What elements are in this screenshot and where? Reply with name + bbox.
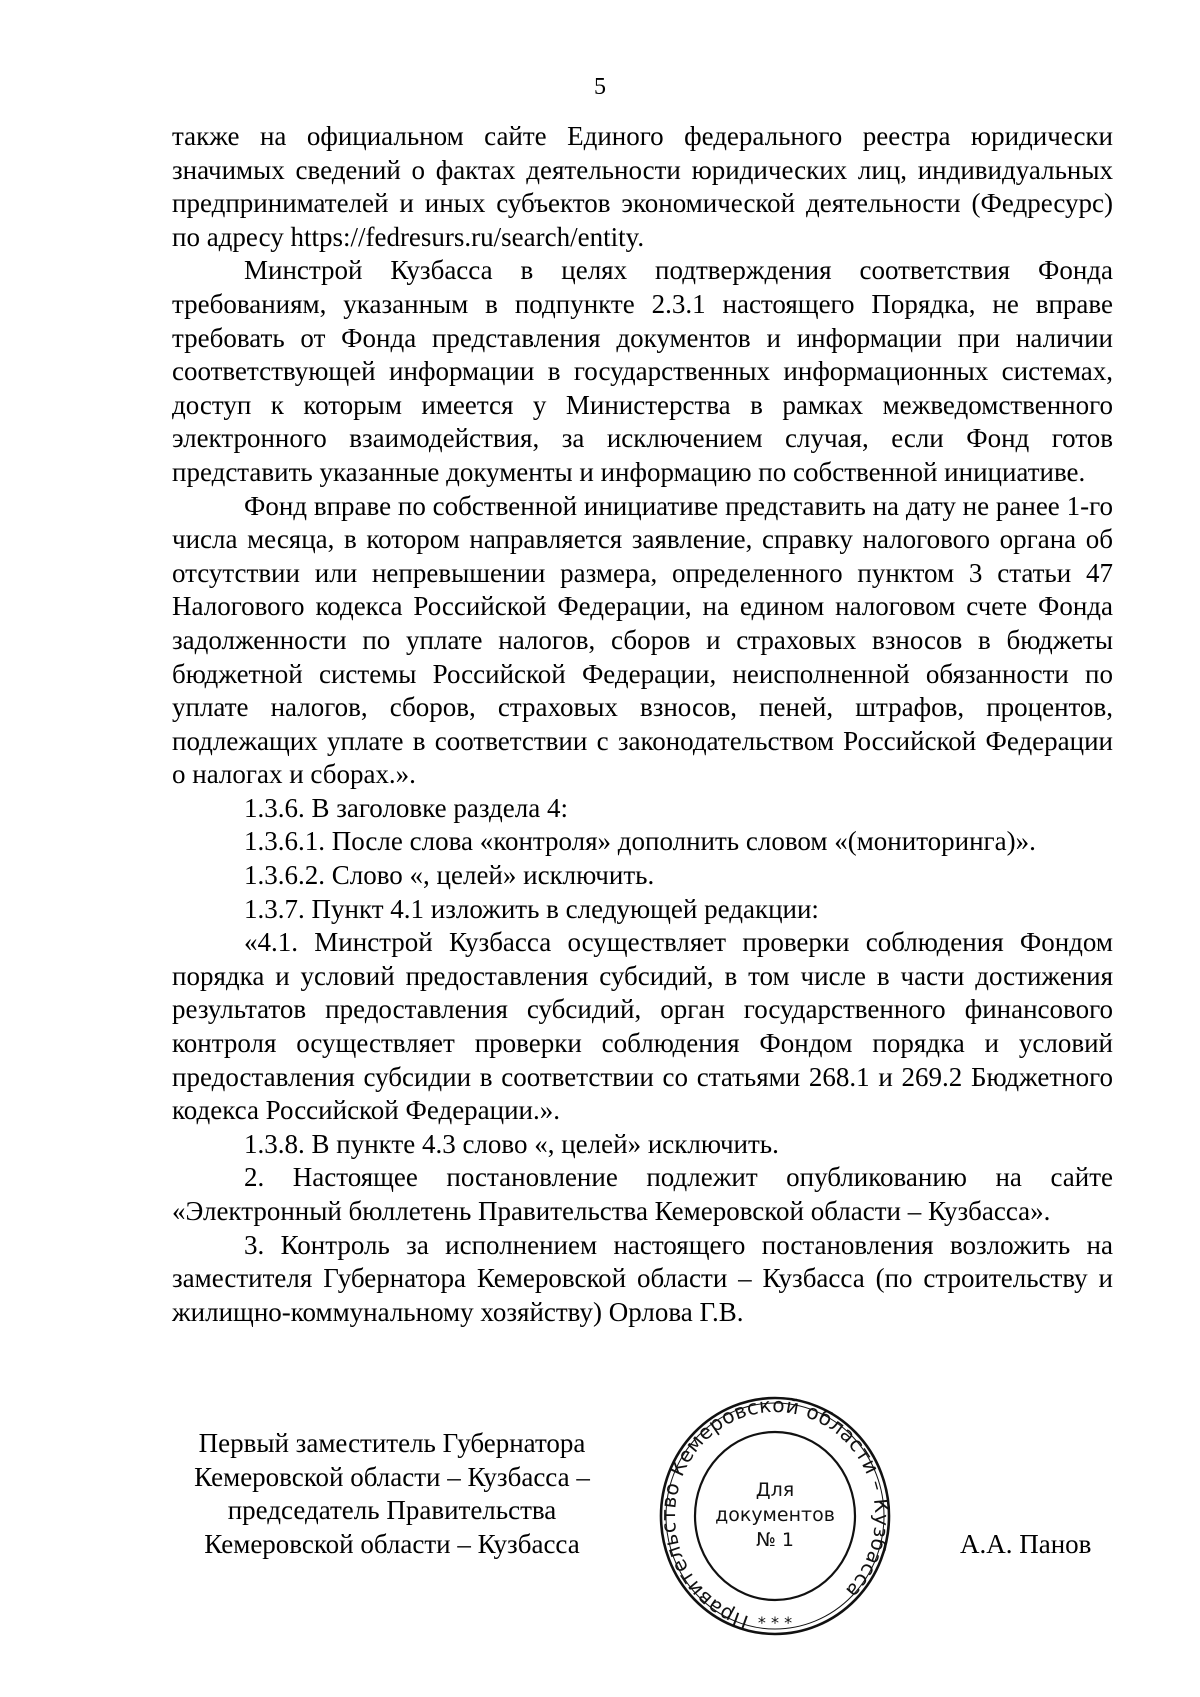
official-stamp [655,1388,895,1638]
stamp-center-line: документов [715,1504,835,1526]
signer-name: А.А. Панов [960,1529,1092,1559]
signer-title-line: Кемеровской области – Кузбасса – [194,1461,590,1492]
stamp-center-line: № 1 [756,1529,794,1551]
page-number: 5 [594,74,606,100]
signer-title-line: Кемеровской области – Кузбасса [204,1528,580,1559]
signer-title-line: председатель Правительства [227,1495,557,1526]
paragraph: Минстрой Кузбасса в целях подтверждения соответствия Фонда требованиям, указанным в подпункте 2.3.1 настоящего Порядка, не вправе требовать от Фонда представления документов и информации при наличии соответствующей информации в государственных информационных системах, доступ к которым имеется у Министерства в рамках межведомственного электронного взаимодействия, за исключением случая, если Фонд готов представить указанные документы и информацию по собственной инициативе. [172,255,1113,487]
paragraph: «4.1. Минстрой Кузбасса осуществляет проверки соблюдения Фондом порядка и условий предоставления субсидий, в том числе в части достижения результатов предоставления субсидий, орган государственного финансового контроля осуществляет проверки соблюдения Фондом порядка и условий предоставления субсидии в соответствии со статьями 268.1 и 269.2 Бюджетного кодекса Российской Федерации.». [172,927,1113,1126]
document-body [172,120,1113,1329]
paragraph: 1.3.6. В заголовке раздела 4: [244,792,568,823]
stamp-bottom-marks: * * * [757,1613,793,1632]
signer-title [172,1427,612,1561]
paragraph: 1.3.8. В пункте 4.3 слово «, целей» исключить. [244,1128,779,1159]
paragraph: 1.3.7. Пункт 4.1 изложить в следующей редакции: [244,893,819,924]
paragraph: 1.3.6.2. Слово «, целей» исключить. [244,860,655,891]
stamp-center-line: Для [755,1479,795,1501]
paragraph: также на официальном сайте Единого федерального реестра юридически значимых сведений о фактах деятельности юридических лиц, индивидуальных предпринимателей и иных субъектов экономической деятельности (Федресурс) по адресу https://fedresurs.ru/search/entity. [172,121,1113,252]
stamp-ring-text: Правительство Кемеровской области – Кузбасса [655,1392,895,1635]
signer-title-line: Первый заместитель Губернатора [198,1428,586,1458]
paragraph: 2. Настоящее постановление подлежит опубликованию на сайте «Электронный бюллетень Правительства Кемеровской области – Кузбасса». [172,1162,1113,1226]
paragraph: 1.3.6.1. После слова «контроля» дополнить словом «(мониторинга)». [244,826,1036,857]
paragraph: 3. Контроль за исполнением настоящего постановления возложить на заместителя Губернатора Кемеровской области – Кузбасса (по строительству и жилищно-коммунальному хозяйству) Орлова Г.В. [172,1229,1113,1327]
stamp-seal [655,1388,895,1638]
paragraph: Фонд вправе по собственной инициативе представить на дату не ранее 1-го числа месяца, в котором направляется заявление, справку налогового органа об отсутствии или непревышении размера, определенного пунктом 3 статьи 47 Налогового кодекса Российской Федерации, на едином налоговом счете Фонда задолженности по уплате налогов, сборов и страховых взносов в бюджеты бюджетной системы Российской Федерации, неисполненной обязанности по уплате налогов, сборов, страховых взносов, пеней, штрафов, процентов, подлежащих уплате в соответствии с законодательством Российской Федерации о налогах и сборах.». [172,490,1113,790]
